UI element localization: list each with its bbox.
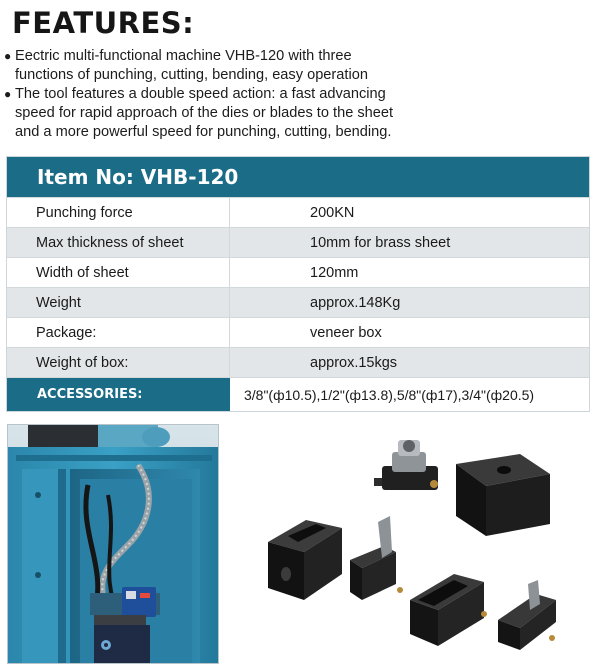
spec-table-header: Item No: VHB-120 <box>7 157 589 197</box>
spec-value: 200KN <box>310 205 355 221</box>
spec-row <box>7 347 589 377</box>
spec-row <box>7 317 589 347</box>
spec-label: Punching force <box>7 198 230 227</box>
machine-photo <box>7 424 219 664</box>
die-block-icon <box>456 454 550 536</box>
spec-row <box>7 197 589 227</box>
spec-value: 10mm for brass sheet <box>310 235 451 251</box>
feature-1-line-1: Eectric multi-functional machine VHB-120 with three <box>15 48 352 64</box>
feature-item-2 <box>4 85 594 142</box>
accessories-label: ACCESSORIES: <box>7 378 230 411</box>
spec-label: Package: <box>7 318 230 347</box>
spec-value: approx.148Kg <box>310 295 401 311</box>
tooling-photo <box>258 424 593 664</box>
spec-value: 120mm <box>310 265 359 281</box>
spec-value: approx.15kgs <box>310 355 398 371</box>
spec-table <box>6 156 590 412</box>
bullet-icon: ● <box>4 49 12 63</box>
bullet-icon: ● <box>4 87 12 101</box>
spec-label: Weight <box>7 288 230 317</box>
feature-item-1 <box>4 47 594 85</box>
spec-row <box>7 287 589 317</box>
spec-value: veneer box <box>310 325 382 341</box>
spec-label: Max thickness of sheet <box>7 228 230 257</box>
accessories-row <box>7 377 589 411</box>
feature-1-line-2: functions of punching, cutting, bending, easy operation <box>15 67 368 83</box>
accessories-value: 3/8"(ф10.5),1/2"(ф13.8),5/8"(ф17),3/4"(ф20.5) <box>244 387 535 403</box>
feature-2-line-2: speed for rapid approach of the dies or blades to the sheet <box>15 105 394 121</box>
feature-2-line-1: The tool features a double speed action: a fast advancing <box>15 86 386 102</box>
features-list <box>4 47 594 142</box>
spec-label: Width of sheet <box>7 258 230 287</box>
feature-2-line-3: and a more powerful speed for punching, cutting, bending. <box>15 124 392 140</box>
machine-illustration <box>8 425 219 664</box>
spec-row <box>7 227 589 257</box>
features-heading: FEATURES: <box>12 6 195 40</box>
spec-row <box>7 257 589 287</box>
spec-label: Weight of box: <box>7 348 230 377</box>
tooling-illustration <box>258 424 593 664</box>
